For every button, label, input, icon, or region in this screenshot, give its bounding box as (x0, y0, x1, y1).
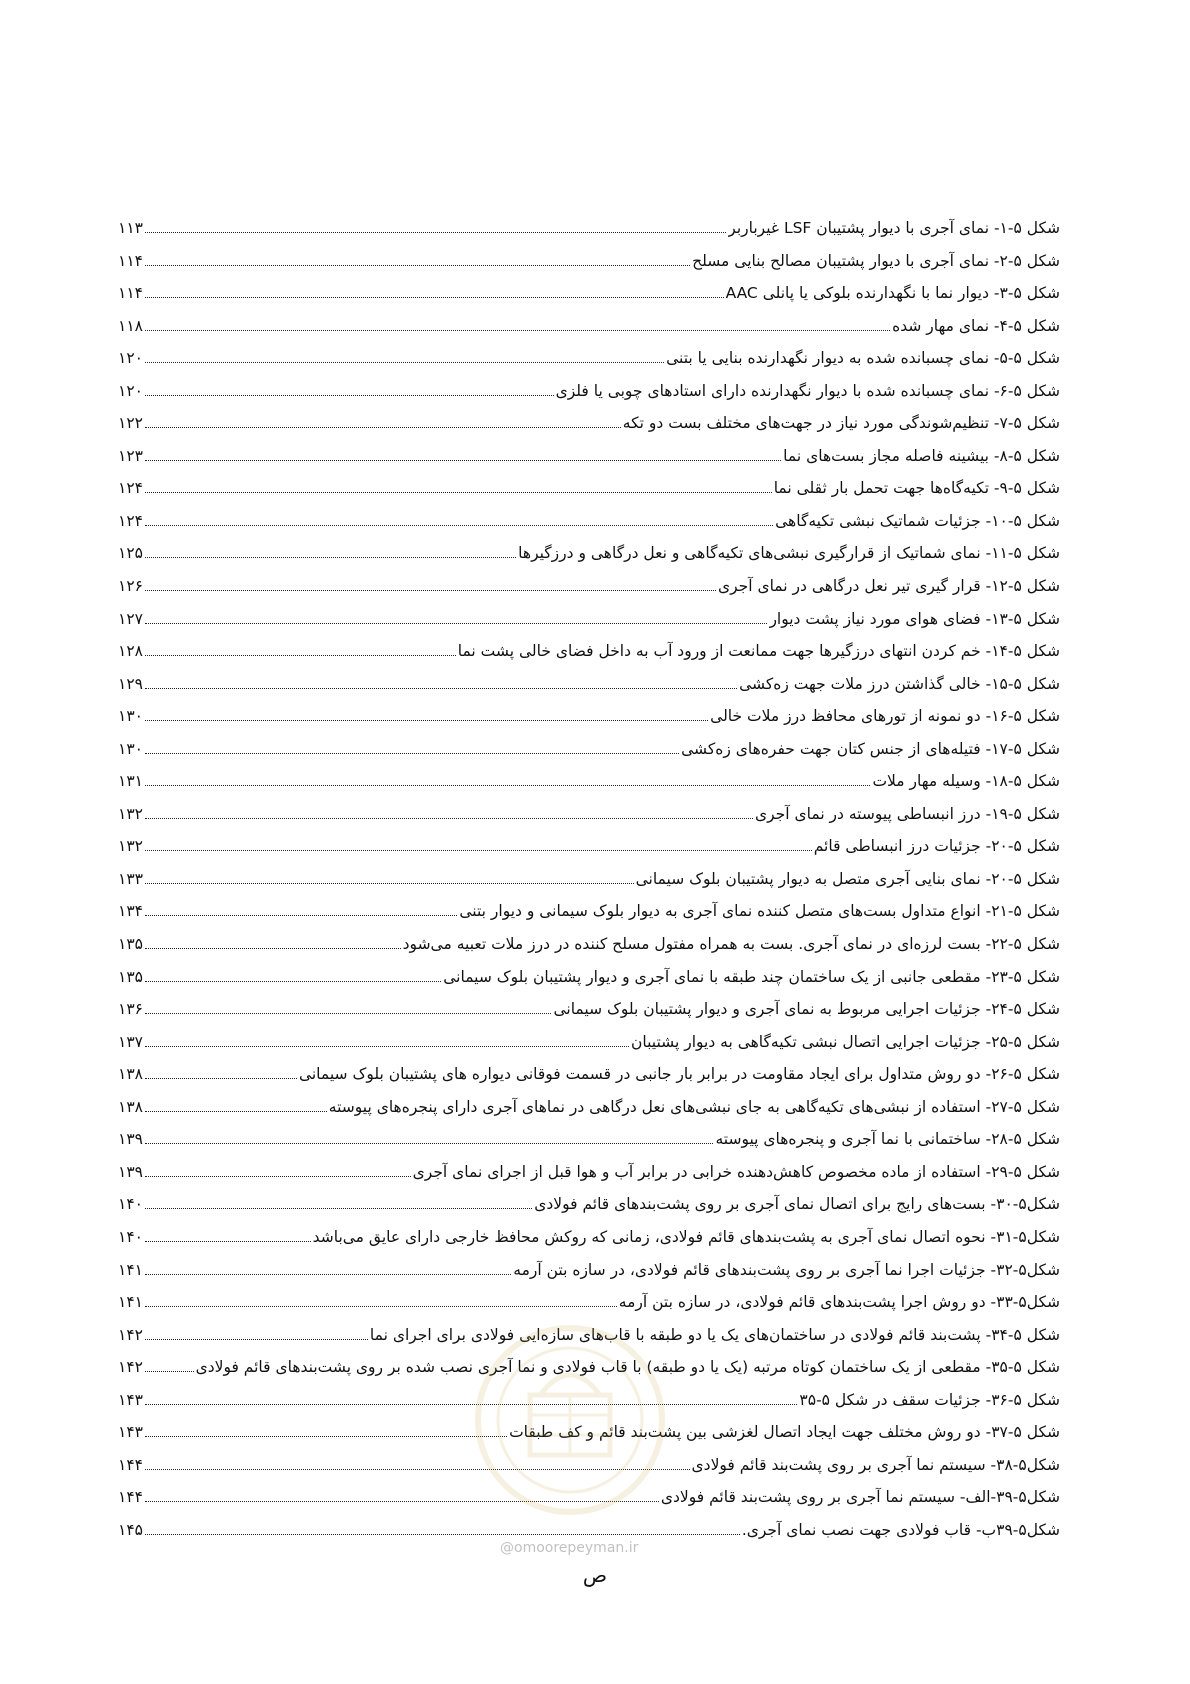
toc-entry (118, 407, 1060, 440)
figure-caption: شکل ۵-۱۸- وسیله مهار ملات (872, 772, 1060, 791)
page-number: ۱۴۴ (118, 1455, 143, 1474)
figure-caption: شکل ۵-۱۰- جزئیات شماتیک نبشی تکیه‌گاهی (775, 511, 1060, 530)
toc-entry (118, 1026, 1060, 1059)
figure-caption: شکل ۵-۲۶- دو روش متداول برای ایجاد مقاومت در برابر بار جانبی در قسمت فوقانی دیواره های پشتیبان بلوک سیمانی (298, 1065, 1060, 1084)
page-number: ۱۱۴ (118, 251, 143, 270)
page-number: ۱۲۹ (118, 674, 143, 693)
page-number: ۱۴۳ (118, 1423, 143, 1442)
page-number: ۱۴۱ (118, 1293, 143, 1312)
figure-caption: شکل ۵-۲۱- انواع متداول بست‌های متصل کننده نمای آجری به دیوار بلوک سیمانی و دیوار بتنی (459, 902, 1060, 921)
page-number: ۱۲۵ (118, 544, 143, 563)
page-number: ۱۴۴ (118, 1488, 143, 1507)
figure-caption: شکل ۵-۱- نمای آجری با دیوار پشتیبان LSF غیرباربر (728, 219, 1060, 237)
page-number: ۱۳۱ (118, 772, 143, 791)
page-number: ۱۳۲ (118, 837, 143, 856)
figure-caption: شکل ۵-۱۹- درز انبساطی پیوسته در نمای آجری (755, 804, 1060, 823)
figure-caption: شکل۵-۳۸- سیستم نما آجری بر روی پشت‌بند قائم فولادی (691, 1455, 1060, 1474)
dot-leader (145, 297, 724, 298)
toc-entry (118, 570, 1060, 603)
page-number: ۱۴۳ (118, 1390, 143, 1409)
dot-leader (145, 883, 634, 884)
dot-leader (145, 818, 753, 819)
toc-entry (118, 1286, 1060, 1319)
toc-entry (118, 440, 1060, 473)
dot-leader (145, 785, 870, 786)
toc-entry (118, 863, 1060, 896)
figure-caption: شکل ۵-۳۷- دو روش مختلف جهت ایجاد اتصال لغزشی بین پشت‌بند قائم و کف طبقات (509, 1423, 1060, 1442)
figure-caption: شکل ۵-۳۴- پشت‌بند قائم فولادی در ساختمان‌های یک یا دو طبقه با قاب‌های سازه‌ایی فولادی برای اجرای نما (369, 1325, 1060, 1344)
figure-caption: شکل ۵-۱۱- نمای شماتیک از قرارگیری نبشی‌های تکیه‌گاهی و نعل درگاهی و درزگیرها (518, 544, 1060, 563)
page-number: ۱۴۵ (118, 1520, 143, 1539)
figure-caption: شکل ۵-۴- نمای مهار شده (892, 316, 1060, 335)
figure-caption: شکل ۵-۱۴- خم کردن انتهای درزگیرها جهت ممانعت از ورود آب به داخل فضای خالی پشت نما (457, 642, 1060, 661)
dot-leader (145, 1208, 532, 1209)
toc-entry (118, 375, 1060, 408)
dot-leader (145, 362, 664, 363)
toc-entry (118, 1221, 1060, 1254)
toc-entry (118, 895, 1060, 928)
toc-entry (118, 1384, 1060, 1417)
dot-leader (145, 232, 726, 233)
dot-leader (145, 1111, 327, 1112)
dot-leader (145, 330, 890, 331)
figure-caption: شکل ۵-۲۵- جزئیات اجرایی اتصال نبشی تکیه‌گاهی به دیوار پشتیبان (631, 1032, 1060, 1051)
figure-caption: شکل۵-۳۹ب- قاب فولادی جهت نصب نمای آجری. (741, 1520, 1060, 1539)
page-number: ۱۳۸ (118, 1065, 143, 1084)
page-number: ۱۳۶ (118, 1000, 143, 1019)
page-number: ۱۲۷ (118, 609, 143, 628)
figure-caption: شکل۵-۳۲- جزئیات اجرا نما آجری بر روی پشت‌بندهای قائم فولادی، در سازه بتن آرمه (513, 1260, 1060, 1279)
toc-entry (118, 668, 1060, 701)
dot-leader (145, 753, 679, 754)
figure-caption: شکل ۵-۲۳- مقطعی جانبی از یک ساختمان چند طبقه با نمای آجری و دیوار پشتیبان بلوک سیمانی (443, 967, 1060, 986)
page-number-letter: ص (582, 1563, 608, 1587)
figure-caption: شکل۵-۳۱- نحوه اتصال نمای آجری به پشت‌بندهای قائم فولادی، زمانی که روکش محافظ خارجی دارای عایق می‌باشد (312, 1227, 1060, 1246)
toc-entry (118, 212, 1060, 245)
toc-entry (118, 1123, 1060, 1156)
page-number: ۱۳۸ (118, 1097, 143, 1116)
dot-leader (145, 557, 516, 558)
list-of-figures (118, 212, 1060, 1546)
toc-entry (118, 537, 1060, 570)
dot-leader (145, 655, 456, 656)
figure-caption: شکل ۵-۲۷- استفاده از نبشی‌های تکیه‌گاهی به جای نبشی‌های نعل درگاهی در نماهای آجری دارای پنجره‌های پیوسته (328, 1097, 1060, 1116)
figure-caption: شکل ۵-۷- تنظیم‌شوندگی مورد نیاز در جهت‌های مختلف بست دو تکه (622, 414, 1060, 433)
page-number: ۱۱۸ (118, 316, 143, 335)
figure-caption: شکل ۵-۱۵- خالی گذاشتن درز ملات جهت زه‌کشی (739, 674, 1060, 693)
toc-entry (118, 961, 1060, 994)
dot-leader (145, 915, 457, 916)
figure-caption: شکل ۵-۳۵- مقطعی از یک ساختمان کوتاه مرتبه (یک یا دو طبقه) با قاب فولادی و نما آجری نصب شده بر روی پشت‌بندهای قائم فولادی (195, 1358, 1060, 1377)
page-number: ۱۳۵ (118, 967, 143, 986)
page-number: ۱۱۴ (118, 284, 143, 303)
dot-leader (145, 1534, 740, 1535)
toc-entry (118, 1188, 1060, 1221)
toc-entry (118, 700, 1060, 733)
page-number: ۱۳۴ (118, 902, 143, 921)
figure-caption: شکل ۵-۱۳- فضای هوای مورد نیاز پشت دیوار (769, 609, 1060, 628)
page-number: ۱۴۲ (118, 1358, 143, 1377)
dot-leader (145, 1143, 713, 1144)
toc-entry (118, 1058, 1060, 1091)
dot-leader (145, 688, 737, 689)
page-number: ۱۲۳ (118, 446, 143, 465)
page-number: ۱۳۰ (118, 707, 143, 726)
page-number: ۱۲۸ (118, 642, 143, 661)
dot-leader (145, 492, 772, 493)
toc-entry (118, 505, 1060, 538)
page-number: ۱۲۴ (118, 479, 143, 498)
toc-entry (118, 1351, 1060, 1384)
figure-caption: شکل ۵-۵- نمای چسبانده شده به دیوار نگهدارنده بنایی یا بتنی (666, 349, 1060, 368)
page-number: ۱۳۹ (118, 1130, 143, 1149)
watermark-url: @omoorepeyman.ir (500, 1540, 639, 1556)
dot-leader (145, 427, 621, 428)
figure-caption: شکل ۵-۳۶- جزئیات سقف در شکل ۵-۳۵ (799, 1390, 1060, 1409)
page-number: ۱۱۳ (118, 219, 143, 237)
page-number: ۱۴۲ (118, 1325, 143, 1344)
figure-caption: شکل ۵-۳- دیوار نما با نگهدارنده بلوکی یا پانلی AAC (725, 284, 1060, 303)
dot-leader (145, 1176, 411, 1177)
figure-caption: شکل ۵-۱۶- دو نمونه از تورهای محافظ درز ملات خالی (710, 707, 1060, 726)
toc-entry (118, 1319, 1060, 1352)
page-number: ۱۳۳ (118, 869, 143, 888)
dot-leader (145, 948, 401, 949)
dot-leader (145, 395, 554, 396)
toc-entry (118, 1091, 1060, 1124)
figure-caption: شکل ۵-۲۰- جزئیات درز انبساطی قائم (813, 837, 1060, 856)
toc-entry (118, 765, 1060, 798)
toc-entry (118, 1156, 1060, 1189)
figure-caption: شکل۵-۳۹-الف- سیستم نما آجری بر روی پشت‌بند قائم فولادی (660, 1488, 1060, 1507)
toc-entry (118, 342, 1060, 375)
toc-entry (118, 928, 1060, 961)
page-number: ۱۳۵ (118, 935, 143, 954)
figure-caption: شکل ۵-۱۷- فتیله‌های از جنس کتان جهت حفره‌های زه‌کشی (681, 739, 1060, 758)
dot-leader (145, 1339, 368, 1340)
page-number: ۱۲۲ (118, 414, 143, 433)
dot-leader (145, 1013, 551, 1014)
toc-entry (118, 1254, 1060, 1287)
page-number: ۱۴۱ (118, 1260, 143, 1279)
toc-entry (118, 830, 1060, 863)
page-number: ۱۴۰ (118, 1227, 143, 1246)
page-number: ۱۳۹ (118, 1162, 143, 1181)
figure-caption: شکل ۵-۲۴- جزئیات اجرایی مربوط به نمای آجری و دیوار پشتیبان بلوک سیمانی (553, 1000, 1060, 1019)
toc-entry (118, 733, 1060, 766)
page-number: ۱۲۶ (118, 577, 143, 596)
page-number: ۱۴۰ (118, 1195, 143, 1214)
dot-leader (145, 720, 708, 721)
page-number: ۱۳۲ (118, 804, 143, 823)
toc-entry (118, 1449, 1060, 1482)
figure-caption: شکل ۵-۲- نمای آجری با دیوار پشتیبان مصالح بنایی مسلح (692, 251, 1060, 270)
dot-leader (145, 1046, 629, 1047)
dot-leader (145, 525, 773, 526)
toc-entry (118, 798, 1060, 831)
toc-entry (118, 245, 1060, 278)
page-number: ۱۲۴ (118, 511, 143, 530)
figure-caption: شکل۵-۳۳- دو روش اجرا پشت‌بندهای قائم فولادی، در سازه بتن آرمه (618, 1293, 1060, 1312)
figure-caption: شکل ۵-۶- نمای چسبانده شده با دیوار نگهدارنده دارای استادهای چوبی یا فلزی (555, 381, 1060, 400)
toc-entry (118, 993, 1060, 1026)
dot-leader (145, 1371, 194, 1372)
page-number: ۱۲۰ (118, 381, 143, 400)
dot-leader (145, 1469, 690, 1470)
dot-leader (145, 590, 716, 591)
figure-caption: شکل ۵-۲۹- استفاده از ماده مخصوص کاهش‌دهنده خرابی در برابر آب و هوا قبل از اجرای نمای آجری (412, 1162, 1060, 1181)
figure-caption: شکل ۵-۹- تکیه‌گاه‌ها جهت تحمل بار ثقلی نما (773, 479, 1060, 498)
dot-leader (145, 1501, 659, 1502)
toc-entry (118, 603, 1060, 636)
toc-entry (118, 1416, 1060, 1449)
dot-leader (145, 1306, 617, 1307)
toc-entry (118, 310, 1060, 343)
figure-caption: شکل ۵-۲۸- ساختمانی با نما آجری و پنجره‌های پیوسته (715, 1130, 1060, 1149)
dot-leader (145, 1274, 511, 1275)
figure-caption: شکل ۵-۲۰- نمای بنایی آجری متصل به دیوار پشتیبان بلوک سیمانی (635, 869, 1060, 888)
toc-entry (118, 1481, 1060, 1514)
dot-leader (145, 460, 781, 461)
dot-leader (145, 1436, 507, 1437)
figure-caption: شکل ۵-۸- بیشینه فاصله مجاز بست‌های نما (783, 446, 1060, 465)
page-number: ۱۲۰ (118, 349, 143, 368)
toc-entry (118, 472, 1060, 505)
dot-leader (145, 1078, 297, 1079)
dot-leader (145, 981, 441, 982)
figure-caption: شکل ۵-۱۲- قرار گیری تیر نعل درگاهی در نمای آجری (717, 577, 1060, 596)
dot-leader (145, 850, 812, 851)
dot-leader (145, 265, 690, 266)
toc-entry (118, 635, 1060, 668)
page-number: ۱۳۰ (118, 739, 143, 758)
dot-leader (145, 1241, 311, 1242)
toc-entry (118, 277, 1060, 310)
page-number: ۱۳۷ (118, 1032, 143, 1051)
dot-leader (145, 1404, 797, 1405)
figure-caption: شکل ۵-۲۲- بست لرزه‌ای در نمای آجری. بست به همراه مفتول مسلح کننده در درز ملات تعبیه می‌شود (402, 935, 1060, 954)
figure-caption: شکل۵-۳۰- بست‌های رایج برای اتصال نمای آجری بر روی پشت‌بندهای قائم فولادی (534, 1195, 1060, 1214)
dot-leader (145, 623, 767, 624)
